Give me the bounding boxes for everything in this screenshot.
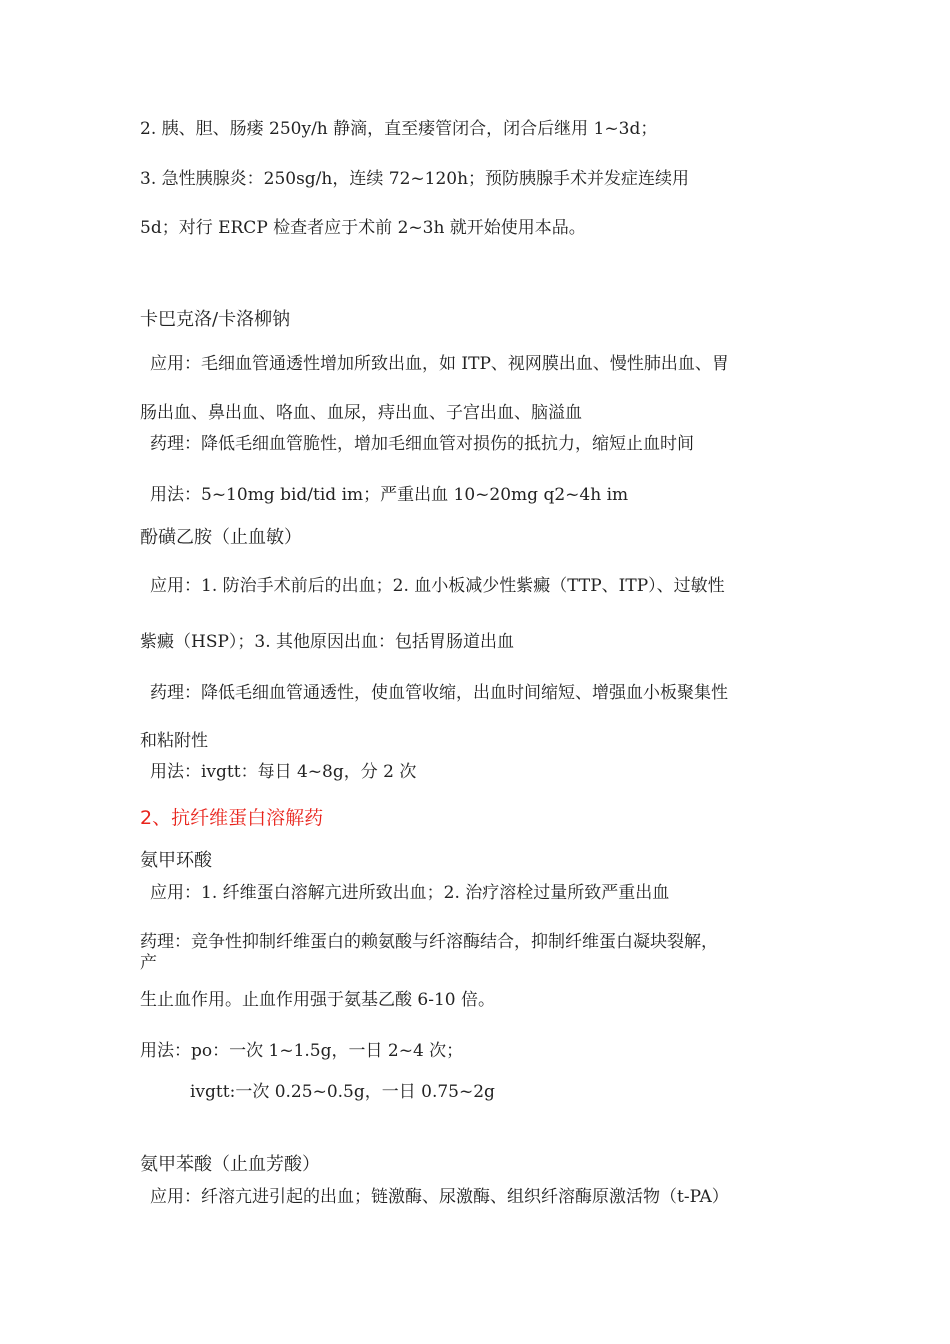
drug-heading: 氨甲环酸 bbox=[140, 850, 212, 871]
text-line: 用法：po：一次 1~1.5g，一日 2~4 次； bbox=[140, 1041, 464, 1061]
text-line: 5d；对行 ERCP 检查者应于术前 2~3h 就开始使用本品。 bbox=[140, 218, 586, 238]
text-line: 药理：降低毛细血管通透性，使血管收缩，出血时间缩短、增强血小板聚集性 bbox=[150, 683, 728, 703]
text-line: 产 bbox=[140, 953, 157, 973]
text-line: ivgtt:一次 0.25~0.5g，一日 0.75~2g bbox=[190, 1082, 495, 1102]
drug-heading: 卡巴克洛/卡洛柳钠 bbox=[140, 309, 291, 330]
text-line: 用法：5~10mg bid/tid im；严重出血 10~20mg q2~4h im bbox=[150, 485, 629, 505]
text-line: 应用：纤溶亢进引起的出血；链激酶、尿激酶、组织纤溶酶原激活物（t-PA） bbox=[150, 1187, 729, 1207]
drug-heading: 酚磺乙胺（止血敏） bbox=[140, 527, 302, 548]
text-line: 应用：1. 纤维蛋白溶解亢进所致出血；2. 治疗溶栓过量所致严重出血 bbox=[150, 883, 670, 903]
text-line: 用法：ivgtt：每日 4~8g，分 2 次 bbox=[150, 762, 417, 782]
text-line: 生止血作用。止血作用强于氨基乙酸 6-10 倍。 bbox=[140, 990, 495, 1010]
drug-heading: 氨甲苯酸（止血芳酸） bbox=[140, 1154, 320, 1175]
text-line: 3. 急性胰腺炎：250sg/h，连续 72~120h；预防胰腺手术并发症连续用 bbox=[140, 169, 690, 189]
text-line: 肠出血、鼻出血、咯血、血尿，痔出血、子宫出血、脑溢血 bbox=[140, 403, 582, 423]
text-line: 药理：竞争性抑制纤维蛋白的赖氨酸与纤溶酶结合，抑制纤维蛋白凝块裂解， bbox=[140, 932, 718, 952]
section-heading: 2、抗纤维蛋白溶解药 bbox=[140, 807, 324, 829]
text-line: 紫癜（HSP）；3. 其他原因出血：包括胃肠道出血 bbox=[140, 632, 515, 652]
text-line: 应用：毛细血管通透性增加所致出血，如 ITP、视网膜出血、慢性肺出血、胃 bbox=[150, 354, 729, 374]
text-line: 应用：1. 防治手术前后的出血；2. 血小板减少性紫癜（TTP、ITP）、过敏性 bbox=[150, 576, 725, 596]
text-line: 2. 胰、胆、肠瘘 250y/h 静滴，直至瘘管闭合，闭合后继用 1~3d； bbox=[140, 119, 658, 139]
text-line: 和粘附性 bbox=[140, 731, 208, 751]
text-line: 药理：降低毛细血管脆性，增加毛细血管对损伤的抵抗力，缩短止血时间 bbox=[150, 434, 694, 454]
